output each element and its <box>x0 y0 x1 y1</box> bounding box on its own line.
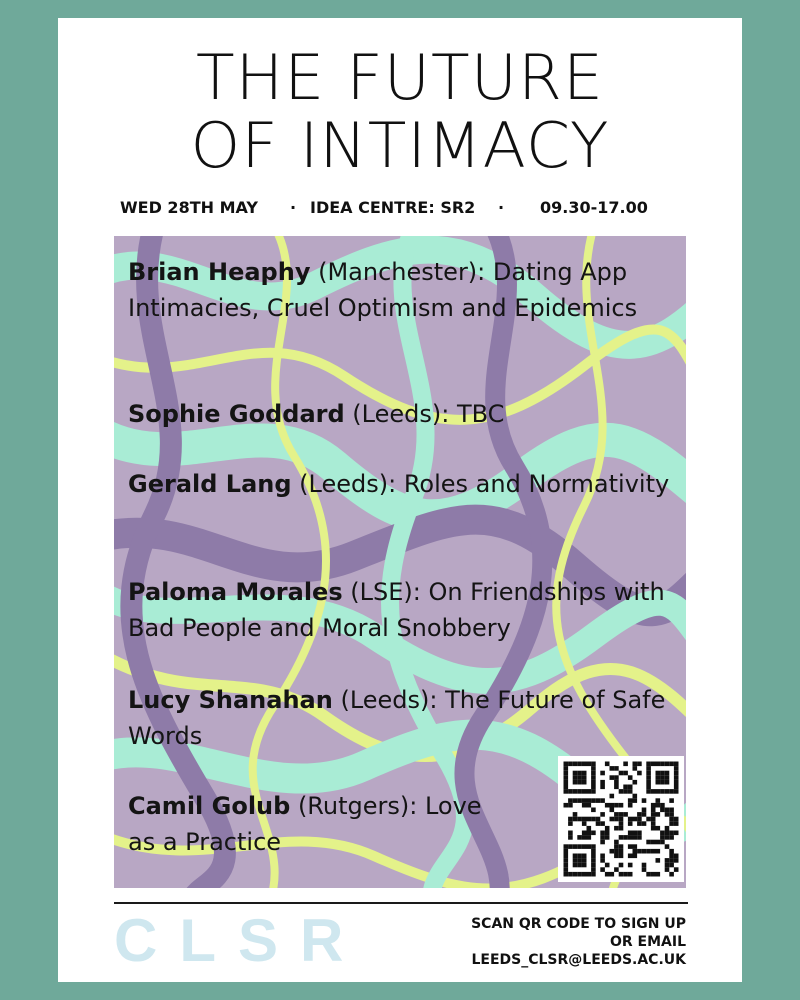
speaker-name: Lucy Shanahan <box>128 686 333 714</box>
event-date: WED 28TH MAY <box>120 198 258 217</box>
talk-item <box>128 682 683 754</box>
speaker-name: Gerald Lang <box>128 470 292 498</box>
poster <box>58 18 742 982</box>
event-details <box>58 198 742 228</box>
event-venue: IDEA CENTRE: SR2 <box>310 198 476 217</box>
title-line-1: THE FUTURE <box>196 41 604 114</box>
title-line-2: OF INTIMACY <box>190 109 610 182</box>
talk-item <box>128 788 488 860</box>
talk-item <box>128 396 683 432</box>
signup-line-2: OR EMAIL <box>609 934 686 950</box>
event-time: 09.30-17.00 <box>540 198 648 217</box>
talk-detail: (Leeds): The Future of Safe Words <box>128 686 666 750</box>
talk-item <box>128 466 683 502</box>
separator-dot: · <box>498 198 505 217</box>
talk-detail: (Leeds): Roles and Normativity <box>291 470 670 498</box>
poster-title <box>51 41 749 182</box>
speaker-name: Brian Heaphy <box>128 258 311 286</box>
signup-line-1: SCAN QR CODE TO SIGN UP <box>471 916 686 932</box>
talk-detail: (Rutgers): Love as a Practice <box>128 792 482 856</box>
speaker-name: Sophie Goddard <box>128 400 345 428</box>
separator-dot: · <box>290 198 297 217</box>
talk-detail: (Leeds): TBC <box>344 400 505 428</box>
talk-detail: (LSE): On Friendships with Bad People and Moral Snobbery <box>128 578 665 642</box>
qr-code-icon[interactable] <box>558 756 684 882</box>
clsr-logo: CLSR <box>114 907 366 974</box>
speaker-name: Camil Golub <box>128 792 291 820</box>
footer-divider <box>114 902 688 904</box>
talk-detail: (Manchester): Dating App Intimacies, Cruel Optimism and Epidemics <box>128 258 638 322</box>
signup-email[interactable]: LEEDS_CLSR@LEEDS.AC.UK <box>471 952 686 968</box>
talk-item <box>128 254 683 326</box>
talk-item <box>128 574 683 646</box>
signup-info <box>471 915 686 969</box>
speaker-name: Paloma Morales <box>128 578 343 606</box>
